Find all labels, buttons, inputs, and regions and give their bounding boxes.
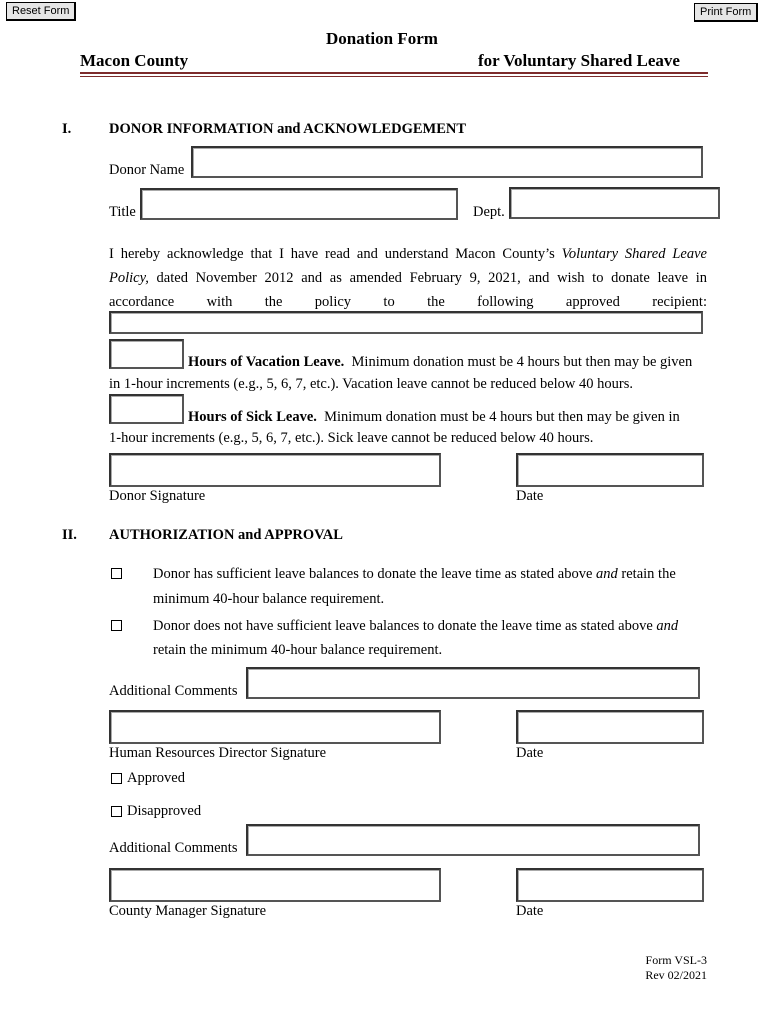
dept-field[interactable] [509, 187, 720, 219]
sick-hours-field[interactable] [109, 394, 184, 424]
title-field[interactable] [140, 188, 458, 220]
approved-label: Approved [127, 770, 185, 786]
additional-comments-field[interactable] [246, 667, 700, 699]
form-id: Form VSL-3 [645, 953, 707, 967]
disapproved-checkbox[interactable] [111, 806, 122, 817]
reset-form-button[interactable]: Reset Form [6, 2, 76, 21]
header-rule [80, 72, 708, 74]
county-manager-signature-field[interactable] [109, 868, 441, 902]
hr-signature-label: Human Resources Director Signature [109, 745, 327, 761]
county-name: Macon County [80, 51, 189, 70]
donor-date-label: Date [516, 488, 544, 504]
sufficient-balance-text: Donor has sufficient leave balances to donate the leave time as stated above and retain the [153, 566, 676, 582]
county-manager-signature-label: County Manager Signature [109, 903, 267, 919]
insufficient-balance-text: Donor does not have sufficient leave balances to donate the leave time as stated above and [153, 618, 679, 634]
approved-checkbox[interactable] [111, 773, 122, 784]
vacation-hours-field[interactable] [109, 339, 184, 369]
form-subtitle: for Voluntary Shared Leave [478, 51, 680, 70]
form-revision: Rev 02/2021 [645, 968, 707, 982]
section-2-numeral: II. [62, 527, 77, 543]
county-manager-date-label: Date [516, 903, 544, 919]
hr-signature-field[interactable] [109, 710, 441, 744]
donor-name-label: Donor Name [109, 162, 185, 178]
sick-leave-text: Hours of Sick Leave. Minimum donation must be 4 hours but then may be given in [188, 409, 680, 425]
county-manager-date-field[interactable] [516, 868, 704, 902]
insufficient-balance-text-2: retain the minimum 40-hour balance requirement. [153, 642, 443, 658]
hr-date-field[interactable] [516, 710, 704, 744]
header-rule-thin [80, 76, 708, 77]
form-title: Donation Form [326, 29, 438, 48]
donor-signature-label: Donor Signature [109, 488, 206, 504]
sufficient-balance-text-2: minimum 40-hour balance requirement. [153, 591, 385, 607]
recipient-field[interactable] [109, 311, 703, 334]
additional-comments-label-2: Additional Comments [109, 840, 238, 856]
title-label: Title [109, 204, 136, 220]
vacation-leave-text-2: in 1-hour increments (e.g., 5, 6, 7, etc.). Vacation leave cannot be reduced below 40 hours. [109, 376, 633, 392]
additional-comments-label: Additional Comments [109, 683, 238, 699]
donor-date-field[interactable] [516, 453, 704, 487]
vacation-leave-text: Hours of Vacation Leave. Minimum donation must be 4 hours but then may be given [188, 354, 693, 370]
sick-leave-text-2: 1-hour increments (e.g., 5, 6, 7, etc.). Sick leave cannot be reduced below 40 hours. [109, 430, 594, 446]
section-2-heading: AUTHORIZATION and APPROVAL [109, 527, 343, 543]
dept-label: Dept. [473, 204, 505, 220]
donor-name-field[interactable] [191, 146, 703, 178]
print-form-button[interactable]: Print Form [694, 3, 758, 22]
insufficient-balance-checkbox[interactable] [111, 620, 122, 631]
additional-comments-field-2[interactable] [246, 824, 700, 856]
section-1-heading: DONOR INFORMATION and ACKNOWLEDGEMENT [109, 121, 467, 137]
donor-signature-field[interactable] [109, 453, 441, 487]
acknowledgement-paragraph: I hereby acknowledge that I have read and understand Macon County’s Voluntary Shared Leave Policy, dated November 2012 and as amended February 9, 2021, and wish to donate leave in accordance with the policy to the following approved recipient: [109, 246, 707, 310]
sufficient-balance-checkbox[interactable] [111, 568, 122, 579]
section-1-numeral: I. [62, 121, 72, 137]
hr-date-label: Date [516, 745, 544, 761]
disapproved-label: Disapproved [127, 803, 202, 819]
